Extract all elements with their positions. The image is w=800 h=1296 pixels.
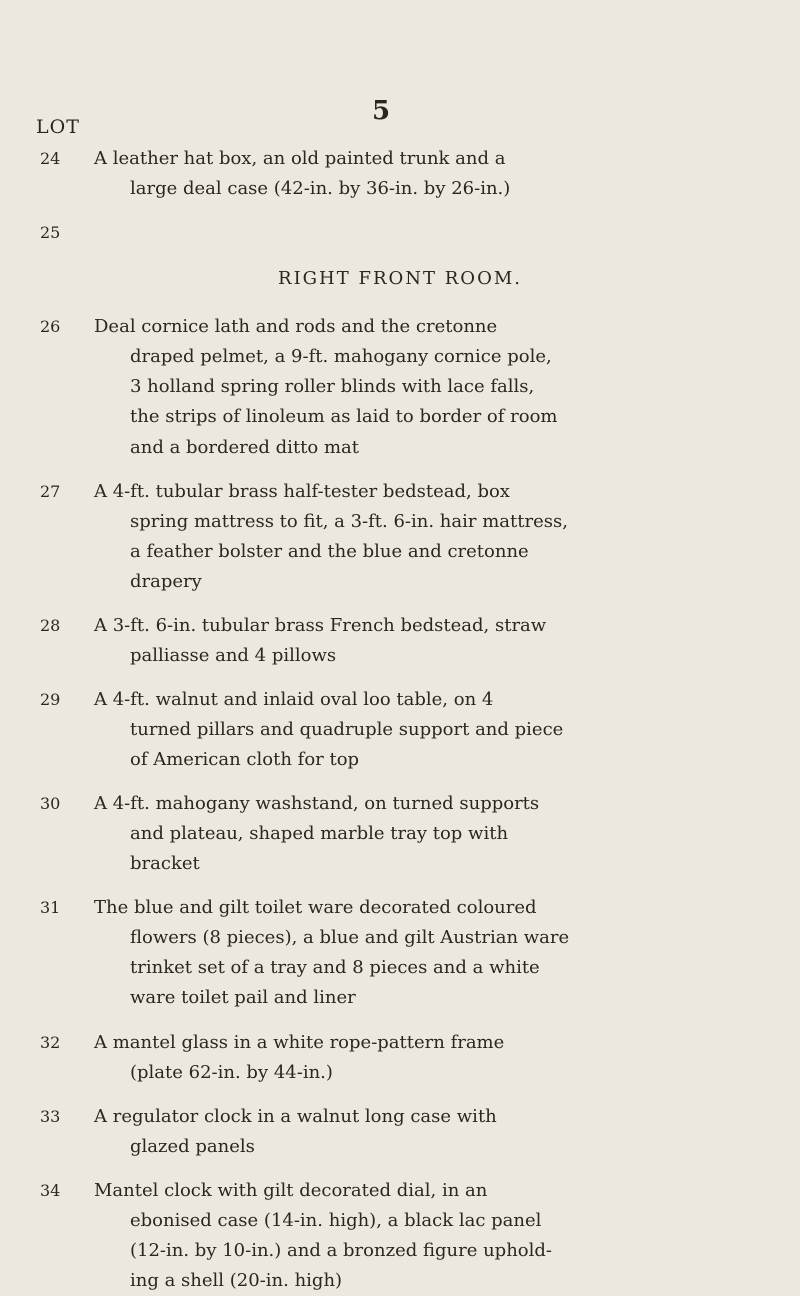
lot-description-line: glazed panels bbox=[130, 1135, 255, 1157]
lot-number: 26 bbox=[40, 317, 61, 337]
lot-description bbox=[94, 1176, 764, 1296]
lot-description bbox=[94, 1028, 764, 1088]
lot-description bbox=[94, 312, 764, 462]
lot-description-line: Mantel clock with gilt decorated dial, in an bbox=[94, 1179, 488, 1201]
lot-number: 34 bbox=[40, 1180, 61, 1200]
lot-description-line: The blue and gilt toilet ware decorated coloured bbox=[94, 897, 537, 919]
lot-description-line: drapery bbox=[130, 570, 202, 592]
section-heading: RIGHT FRONT ROOM. bbox=[278, 268, 522, 290]
lot-description-line: a feather bolster and the blue and cretonne bbox=[130, 540, 529, 562]
lot-description-line: A 4-ft. walnut and inlaid oval loo table, on 4 bbox=[94, 688, 494, 710]
lot-description-line: ebonised case (14-in. high), a black lac panel bbox=[130, 1209, 542, 1231]
lot-description bbox=[94, 685, 764, 775]
lot-description-line: palliasse and 4 pillows bbox=[130, 644, 337, 666]
lot-description bbox=[94, 789, 764, 879]
lot-description-line: A mantel glass in a white rope-pattern frame bbox=[94, 1031, 505, 1053]
lot-description-line: large deal case (42-in. by 36-in. by 26-in.) bbox=[130, 178, 511, 200]
lot-description-line: A regulator clock in a walnut long case with bbox=[94, 1105, 497, 1127]
lot-description bbox=[94, 611, 764, 671]
lot-description bbox=[94, 893, 764, 1013]
lot-description-line: A leather hat box, an old painted trunk and a bbox=[94, 148, 506, 169]
lot-description-line: draped pelmet, a 9-ft. mahogany cornice pole, bbox=[130, 346, 552, 368]
lot-description-line: of American cloth for top bbox=[130, 749, 360, 771]
lot-description-line: A 4-ft. mahogany washstand, on turned supports bbox=[94, 793, 540, 815]
lot-number: 32 bbox=[40, 1032, 61, 1052]
lot-description bbox=[94, 477, 764, 597]
lot-description-line: spring mattress to fit, a 3-ft. 6-in. hair mattress, bbox=[130, 510, 568, 532]
lot-description-line: (12-in. by 10-in.) and a bronzed figure uphold- bbox=[130, 1239, 552, 1261]
lot-description-line: and a bordered ditto mat bbox=[130, 436, 359, 458]
lot-description-line: ware toilet pail and liner bbox=[130, 987, 356, 1009]
lot-description-line: bracket bbox=[130, 853, 200, 875]
lot-description-line: A 4-ft. tubular brass half-tester bedstead, box bbox=[94, 480, 510, 502]
lot-description-line: 3 holland spring roller blinds with lace falls, bbox=[130, 376, 535, 398]
lot-description-line: ing a shell (20-in. high) bbox=[130, 1269, 343, 1291]
lot-description-line: A 3-ft. 6-in. tubular brass French bedstead, straw bbox=[94, 614, 547, 636]
lot-description-line: turned pillars and quadruple support and piece bbox=[130, 719, 564, 740]
lot-number: 25 bbox=[40, 223, 61, 243]
lot-description bbox=[94, 144, 764, 204]
lot-description bbox=[94, 1102, 764, 1162]
lot-description-line: and plateau, shaped marble tray top with bbox=[130, 823, 509, 845]
lot-column-header: LOT bbox=[36, 116, 80, 138]
lot-number: 29 bbox=[40, 689, 61, 709]
lot-description-line: (plate 62-in. by 44-in.) bbox=[130, 1061, 333, 1083]
lot-description-line: the strips of linoleum as laid to border of room bbox=[130, 406, 558, 428]
lot-description-line: Deal cornice lath and rods and the cretonne bbox=[94, 316, 498, 338]
lot-number: 30 bbox=[40, 794, 61, 814]
lot-number: 27 bbox=[40, 481, 61, 501]
lot-number: 24 bbox=[40, 149, 61, 168]
lot-number: 33 bbox=[40, 1106, 61, 1126]
lot-description-line: flowers (8 pieces), a blue and gilt Austrian ware bbox=[130, 927, 570, 949]
lot-description-line: trinket set of a tray and 8 pieces and a white bbox=[130, 957, 540, 979]
page-number: 5 bbox=[372, 96, 391, 126]
lot-number: 31 bbox=[40, 898, 61, 918]
lot-number: 28 bbox=[40, 615, 61, 635]
